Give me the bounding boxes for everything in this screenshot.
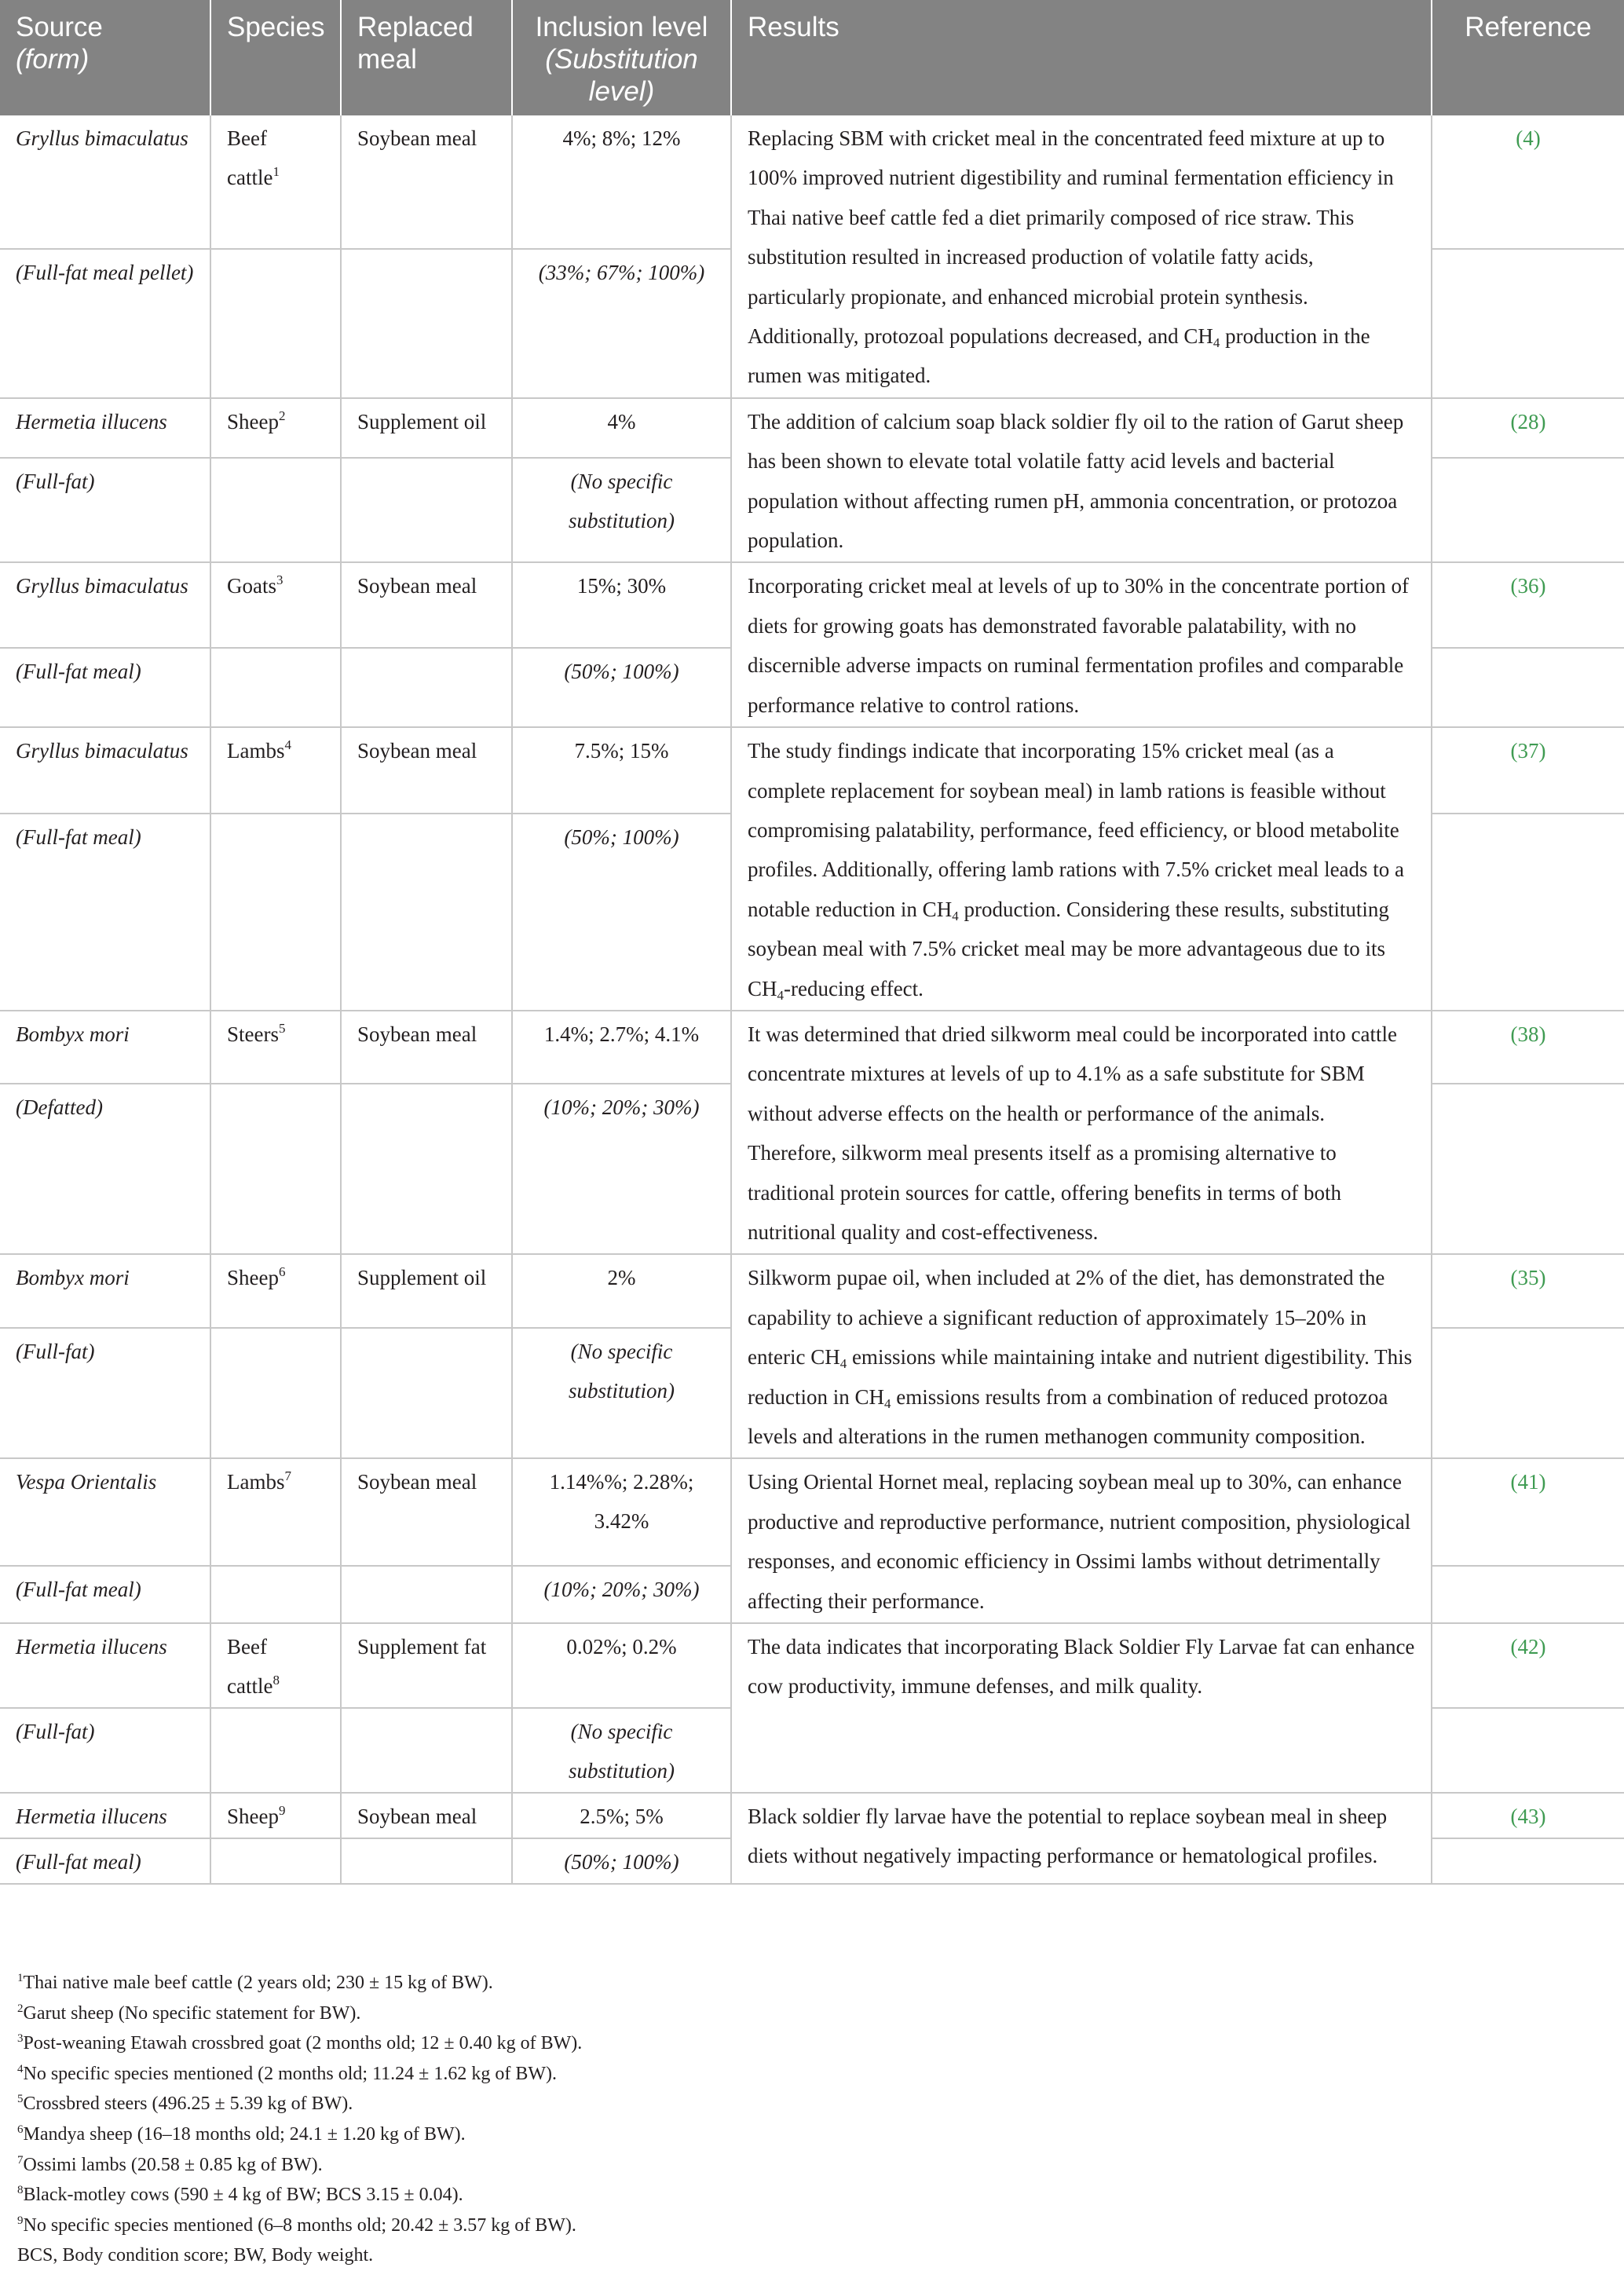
cell-empty <box>1432 249 1624 398</box>
header-inclusion <box>512 0 731 115</box>
species-footnote-marker: 5 <box>278 1020 286 1036</box>
subscript: 4 <box>839 1356 847 1372</box>
reference-link[interactable]: (37) <box>1510 739 1546 763</box>
species-name: Lambs <box>227 1470 285 1494</box>
cell-species <box>210 115 341 249</box>
cell-source <box>0 1011 210 1084</box>
cell-substitution-level <box>512 1084 731 1255</box>
cell-empty <box>210 1084 341 1255</box>
cell-substitution-level <box>512 648 731 727</box>
source-form: (Full-fat meal) <box>16 1850 141 1874</box>
cell-source <box>0 1623 210 1708</box>
results-text: Using Oriental Hornet meal, replacing soybean meal up to 30%, can enhance productive and reproductive performance, nutrient composition, physiological responses, and economic efficiency in Ossimi lambs without detrimentally affecting their performance. <box>748 1470 1411 1613</box>
cell-replaced-meal: Supplement oil <box>341 398 512 458</box>
results-text: Incorporating cricket meal at levels of up to 30% in the concentrate portion of diets for growing goats has demonstrated favorable palatability, with no discernible adverse impacts on ruminal fermentation profiles and comparable performance relative to control rations. <box>748 574 1409 717</box>
footnote <box>17 2150 582 2181</box>
cell-replaced-meal: Soybean meal <box>341 562 512 647</box>
footnote-marker: 9 <box>17 2214 24 2227</box>
cell-empty <box>341 1708 512 1793</box>
cell-empty <box>341 249 512 398</box>
substitution-level: (50%; 100%) <box>564 825 679 849</box>
species-name: Beef cattle <box>227 126 273 189</box>
footnote <box>17 2119 582 2150</box>
cell-empty <box>341 648 512 727</box>
cell-replaced-meal: Soybean meal <box>341 1793 512 1838</box>
results-text: Replacing SBM with cricket meal in the concentrated feed mixture at up to 100% improved nutrient digestibility and ruminal fermentation efficiency in Thai native beef cattle fed a diet primarily composed of rice straw. This substitution resulted in increased production of volatile fatty acids, particularly propionate, and enhanced microbial protein synthesis. Additionally, protozoal populations decreased, and CH <box>748 126 1394 349</box>
cell-empty <box>210 814 341 1011</box>
cell-results <box>731 1254 1432 1458</box>
cell-empty <box>341 1328 512 1459</box>
results-text: Black soldier fly larvae have the potential to replace soybean meal in sheep diets without negatively impacting performance or hematological profiles. <box>748 1805 1388 1868</box>
footnote-marker: 1 <box>17 1972 24 1984</box>
cell-empty <box>210 1566 341 1623</box>
footnote-marker: 6 <box>17 2123 24 2136</box>
species-footnote-marker: 1 <box>272 164 280 179</box>
results-text: -reducing effect. <box>784 976 924 1000</box>
reference-link[interactable]: (35) <box>1510 1266 1546 1290</box>
cell-species <box>210 1254 341 1327</box>
cell-inclusion-level: 1.4%; 2.7%; 4.1% <box>512 1011 731 1084</box>
cell-species <box>210 562 341 647</box>
species-name: Sheep <box>227 409 279 433</box>
cell-inclusion-level: 1.14%%; 2.28%; 3.42% <box>512 1458 731 1565</box>
footnote-text: Black-motley cows (590 ± 4 kg of BW; BCS 3.15 ± 0.04). <box>23 2185 463 2206</box>
header-source-form: (form) <box>16 44 90 75</box>
substitution-level: (10%; 20%; 30%) <box>543 1577 700 1601</box>
cell-empty <box>341 1838 512 1884</box>
table-row <box>0 562 1624 647</box>
footnote <box>17 2028 582 2059</box>
footnote-text: Ossimi lambs (20.58 ± 0.85 kg of BW). <box>23 2154 323 2175</box>
cell-empty <box>1432 814 1624 1011</box>
cell-inclusion-level: 4%; 8%; 12% <box>512 115 731 249</box>
cell-substitution-level <box>512 1708 731 1793</box>
cell-form <box>0 249 210 398</box>
substitution-level: (No specific substitution) <box>568 1720 675 1783</box>
species-name: Sheep <box>227 1266 279 1290</box>
table-row <box>0 727 1624 814</box>
source-name: Gryllus bimaculatus <box>16 126 188 150</box>
source-form: (Full-fat meal) <box>16 825 141 849</box>
cell-empty <box>210 1328 341 1459</box>
header-substitution-label: (Substitution level) <box>545 44 698 107</box>
species-name: Sheep <box>227 1805 279 1829</box>
species-footnote-marker: 9 <box>278 1803 286 1819</box>
subscript: 4 <box>883 1395 891 1411</box>
cell-results <box>731 562 1432 727</box>
species-name: Steers <box>227 1022 279 1046</box>
cell-source <box>0 398 210 458</box>
footnote-marker: 5 <box>17 2093 24 2106</box>
species-name: Beef cattle <box>227 1635 273 1699</box>
species-footnote-marker: 7 <box>284 1468 291 1484</box>
cell-reference <box>1432 1458 1624 1565</box>
cell-empty <box>341 814 512 1011</box>
substitution-level: (No specific substitution) <box>568 469 675 532</box>
footnote <box>17 2089 582 2119</box>
cell-source <box>0 1254 210 1327</box>
results-text: The data indicates that incorporating Black Soldier Fly Larvae fat can enhance cow productivity, immune defenses, and milk quality. <box>748 1635 1415 1699</box>
footnote-marker: 3 <box>17 2032 24 2046</box>
footnote <box>17 2180 582 2211</box>
cell-reference <box>1432 1011 1624 1084</box>
reference-link[interactable]: (4) <box>1516 126 1541 150</box>
footnote-text: Mandya sheep (16–18 months old; 24.1 ± 1.20 kg of BW). <box>23 2123 466 2145</box>
table-row <box>0 1458 1624 1565</box>
source-name: Hermetia illucens <box>16 409 167 433</box>
cell-species <box>210 1011 341 1084</box>
reference-link[interactable]: (36) <box>1510 574 1546 598</box>
cell-empty <box>1432 458 1624 563</box>
footnote-marker: 7 <box>17 2153 24 2167</box>
cell-empty <box>210 458 341 563</box>
results-text: The study findings indicate that incorporating 15% cricket meal (as a complete replacement for soybean meal) in lamb rations is feasible without compromising palatability, performance, feed efficiency, or blood metabolite profiles. Additionally, offering lamb rations with 7.5% cricket meal leads to a notable reduction in CH <box>748 739 1405 921</box>
cell-reference <box>1432 1623 1624 1708</box>
cell-form <box>0 648 210 727</box>
header-source <box>0 0 210 115</box>
table-body <box>0 115 1624 1884</box>
cell-form <box>0 814 210 1011</box>
header-replaced-meal: Replaced meal <box>341 0 512 115</box>
cell-inclusion-level: 2% <box>512 1254 731 1327</box>
footnote-marker: 2 <box>17 2002 24 2015</box>
cell-source <box>0 1458 210 1565</box>
cell-results <box>731 1458 1432 1623</box>
footnote-text: Garut sheep (No specific statement for BW). <box>23 2002 361 2024</box>
species-footnote-marker: 8 <box>272 1673 280 1688</box>
cell-source <box>0 727 210 814</box>
footnote-text: Post-weaning Etawah crossbred goat (2 months old; 12 ± 0.40 kg of BW). <box>23 2033 583 2054</box>
source-form: (Full-fat meal pellet) <box>16 260 194 284</box>
source-name: Hermetia illucens <box>16 1635 167 1659</box>
cell-form <box>0 1084 210 1255</box>
results-text: emissions while maintaining intake and nutrient digestibility. This reduction in CH <box>748 1345 1413 1409</box>
footnote <box>17 2211 582 2241</box>
substitution-level: (No specific substitution) <box>568 1339 675 1402</box>
species-name: Goats <box>227 574 276 598</box>
source-form: (Defatted) <box>16 1095 103 1119</box>
cell-results <box>731 1793 1432 1884</box>
species-footnote-marker: 3 <box>276 572 283 588</box>
cell-species <box>210 1793 341 1838</box>
reference-link[interactable]: (42) <box>1510 1635 1546 1659</box>
cell-substitution-level <box>512 814 731 1011</box>
cell-inclusion-level: 2.5%; 5% <box>512 1793 731 1838</box>
substitution-level: (50%; 100%) <box>564 1850 679 1874</box>
source-name: Gryllus bimaculatus <box>16 739 188 763</box>
footnote-text: No specific species mentioned (2 months old; 11.24 ± 1.62 kg of BW). <box>23 2063 557 2084</box>
cell-species <box>210 1458 341 1565</box>
cell-empty <box>1432 1708 1624 1793</box>
table-row <box>0 1793 1624 1838</box>
substitution-level: (50%; 100%) <box>564 659 679 683</box>
cell-empty <box>1432 1328 1624 1459</box>
cell-substitution-level <box>512 1566 731 1623</box>
header-results: Results <box>731 0 1432 115</box>
cell-empty <box>210 648 341 727</box>
cell-empty <box>210 1708 341 1793</box>
table-row <box>0 1254 1624 1327</box>
reference-link[interactable]: (41) <box>1510 1470 1546 1494</box>
header-reference: Reference <box>1432 0 1624 115</box>
footnote-marker: 8 <box>17 2184 24 2197</box>
cell-substitution-level <box>512 1328 731 1459</box>
cell-substitution-level <box>512 1838 731 1884</box>
cell-form <box>0 1838 210 1884</box>
source-name: Bombyx mori <box>16 1266 130 1290</box>
cell-reference <box>1432 398 1624 458</box>
species-footnote-marker: 2 <box>278 408 286 423</box>
results-text: production in the rumen was mitigated. <box>748 324 1370 388</box>
table-row <box>0 1623 1624 1708</box>
cell-form <box>0 1566 210 1623</box>
header-row <box>0 0 1624 115</box>
cell-reference <box>1432 562 1624 647</box>
cell-replaced-meal: Soybean meal <box>341 727 512 814</box>
header-inclusion-label: Inclusion level <box>535 12 708 42</box>
footnote-text: Thai native male beef cattle (2 years old; 230 ± 15 kg of BW). <box>23 1973 493 1993</box>
source-name: Hermetia illucens <box>16 1805 167 1829</box>
results-text: emissions results from a combination of reduced protozoa levels and alterations in the rumen methanogen community composition. <box>748 1384 1388 1448</box>
cell-substitution-level <box>512 458 731 563</box>
cell-empty <box>1432 1084 1624 1255</box>
cell-empty <box>1432 1566 1624 1623</box>
cell-form <box>0 458 210 563</box>
footnote <box>17 2240 582 2271</box>
source-name: Bombyx mori <box>16 1022 130 1046</box>
cell-results <box>731 1623 1432 1793</box>
source-form: (Full-fat meal) <box>16 1577 141 1601</box>
cell-replaced-meal: Soybean meal <box>341 115 512 249</box>
table-row <box>0 115 1624 249</box>
source-name: Vespa Orientalis <box>16 1470 157 1494</box>
results-text: It was determined that dried silkworm meal could be incorporated into cattle concentrate mixtures at levels of up to 4.1% as a safe substitute for SBM without adverse effects on the health or performance of the animals. Therefore, silkworm meal presents itself as a promising alternative to traditional protein sources for cattle, offering benefits in terms of both nutritional quality and cost-effectiveness. <box>748 1022 1397 1244</box>
subscript: 4 <box>777 987 785 1003</box>
source-form: (Full-fat meal) <box>16 659 141 683</box>
substitution-level: (10%; 20%; 30%) <box>543 1095 700 1119</box>
cell-empty <box>1432 1838 1624 1884</box>
cell-inclusion-level: 7.5%; 15% <box>512 727 731 814</box>
footnote <box>17 1968 582 1999</box>
cell-source <box>0 1793 210 1838</box>
cell-empty <box>210 249 341 398</box>
cell-species <box>210 398 341 458</box>
substitution-level: (33%; 67%; 100%) <box>538 260 705 284</box>
cell-reference <box>1432 1254 1624 1327</box>
footnote-marker: 4 <box>17 2062 24 2075</box>
species-footnote-marker: 4 <box>284 737 291 753</box>
species-name: Lambs <box>227 739 285 763</box>
cell-reference <box>1432 1793 1624 1838</box>
footnote-text: BCS, Body condition score; BW, Body weight. <box>17 2245 374 2266</box>
footnote-text: No specific species mentioned (6–8 months old; 20.42 ± 3.57 kg of BW). <box>23 2214 576 2236</box>
cell-results <box>731 727 1432 1011</box>
species-footnote-marker: 6 <box>278 1264 286 1280</box>
cell-form <box>0 1708 210 1793</box>
table-row <box>0 1011 1624 1084</box>
reference-link[interactable]: (43) <box>1510 1805 1546 1829</box>
cell-results <box>731 115 1432 398</box>
footnote <box>17 1999 582 2029</box>
cell-results <box>731 1011 1432 1254</box>
cell-inclusion-level: 0.02%; 0.2% <box>512 1623 731 1708</box>
table-header <box>0 0 1624 115</box>
header-species: Species <box>210 0 341 115</box>
footnote <box>17 2059 582 2090</box>
cell-replaced-meal: Supplement oil <box>341 1254 512 1327</box>
cell-inclusion-level: 15%; 30% <box>512 562 731 647</box>
cell-species <box>210 1623 341 1708</box>
table-row <box>0 398 1624 458</box>
cell-source <box>0 562 210 647</box>
cell-empty <box>210 1838 341 1884</box>
source-form: (Full-fat) <box>16 469 95 493</box>
cell-form <box>0 1328 210 1459</box>
results-text: The addition of calcium soap black soldier fly oil to the ration of Garut sheep has been shown to elevate total volatile fatty acid levels and bacterial population without affecting rumen pH, ammonia concentration, or protozoa population. <box>748 409 1404 553</box>
source-form: (Full-fat) <box>16 1339 95 1363</box>
cell-substitution-level <box>512 249 731 398</box>
results-text: production. Considering these results, substituting soybean meal with 7.5% cricket meal may be more advantageous due to its CH <box>748 897 1389 1000</box>
header-source-label: Source <box>16 12 103 42</box>
cell-inclusion-level: 4% <box>512 398 731 458</box>
results-text: Silkworm pupae oil, when included at 2% of the diet, has demonstrated the capability to achieve a significant reduction of approximately 15–20% in enteric CH <box>748 1266 1385 1370</box>
cell-reference <box>1432 727 1624 814</box>
cell-results <box>731 398 1432 563</box>
cell-replaced-meal: Soybean meal <box>341 1458 512 1565</box>
footnote-text: Crossbred steers (496.25 ± 5.39 kg of BW). <box>23 2094 353 2115</box>
reference-link[interactable]: (38) <box>1510 1022 1546 1046</box>
subscript: 4 <box>952 908 959 923</box>
source-name: Gryllus bimaculatus <box>16 574 188 598</box>
cell-empty <box>341 1566 512 1623</box>
cell-empty <box>341 1084 512 1255</box>
cell-empty <box>341 458 512 563</box>
source-form: (Full-fat) <box>16 1720 95 1744</box>
cell-replaced-meal: Soybean meal <box>341 1011 512 1084</box>
cell-empty <box>1432 648 1624 727</box>
cell-reference <box>1432 115 1624 249</box>
cell-replaced-meal: Supplement fat <box>341 1623 512 1708</box>
cell-source <box>0 115 210 249</box>
footnotes <box>17 1968 582 2271</box>
cell-species <box>210 727 341 814</box>
reference-link[interactable]: (28) <box>1510 409 1546 433</box>
subscript: 4 <box>1213 335 1220 351</box>
